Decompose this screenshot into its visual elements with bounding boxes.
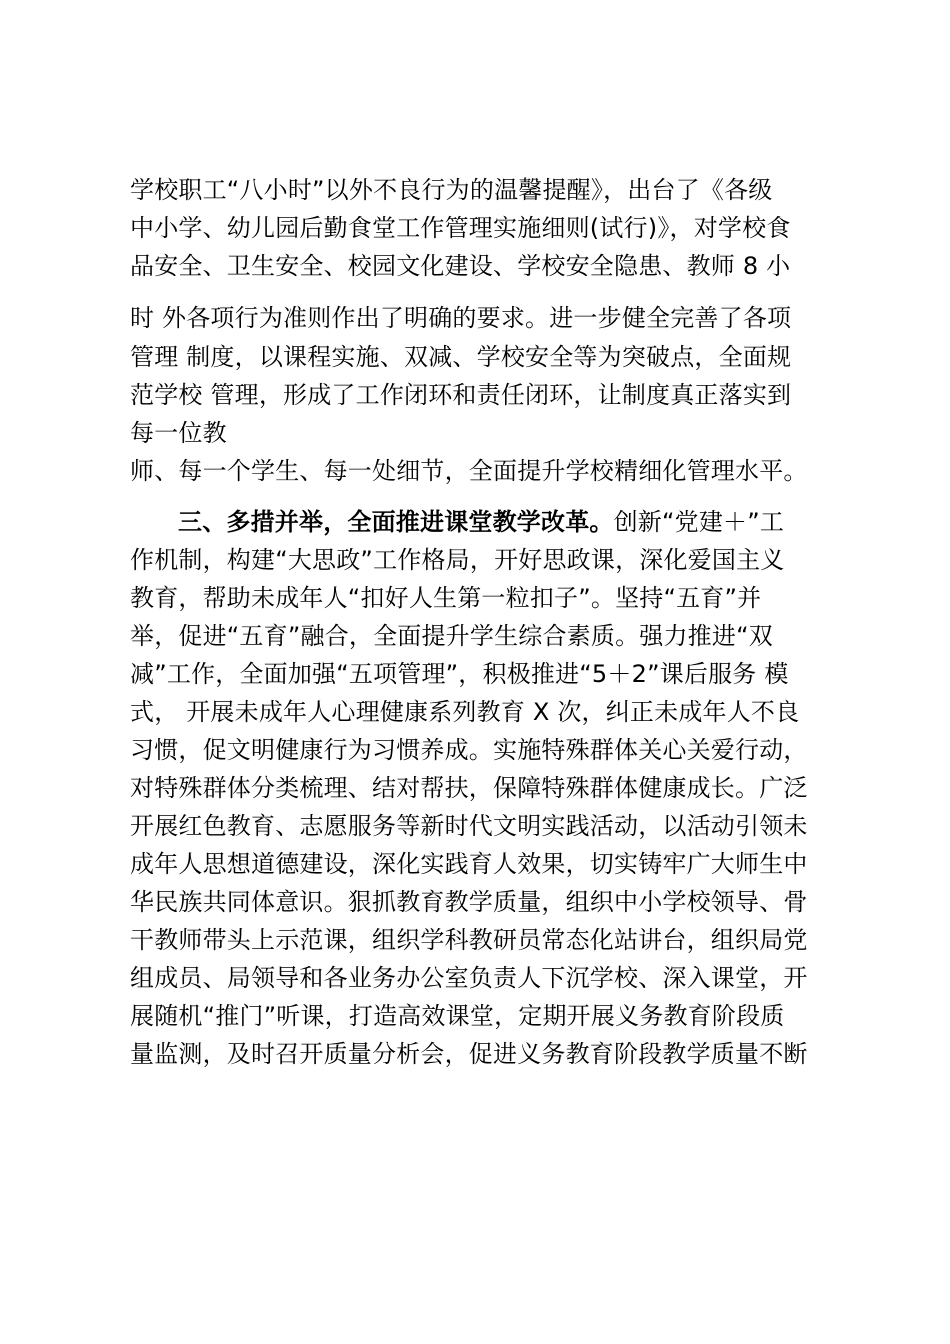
section-3-text: 创新“党建＋”工 [613,508,785,536]
text-line: 时 外各项行为准则作出了明确的要求。进一步健全完善了各项 [130,304,792,332]
text-line: 师、每一个学生、每一处细节，全面提升学校精细化管理水平。 [130,457,808,485]
section-3-first-line [178,503,784,541]
text-line: 减”工作，全面加强“五项管理”，积极推进“5＋2”课后服务 模 [130,660,789,688]
text-line: 学校职工“八小时”以外不良行为的温馨提醒》，出台了《各级 [130,176,773,204]
text-line: 组成员、局领导和各业务办公室负责人下沉学校、深入课堂，开 [130,964,808,992]
text-line: 量监测，及时召开质量分析会，促进义务教育阶段教学质量不断 [130,1040,808,1068]
text-line: 习惯，促文明健康行为习惯养成。实施特殊群体关心关爱行动， [130,736,808,764]
text-line: 干教师带头上示范课，组织学科教研员常态化站讲台，组织局党 [130,926,808,954]
text-line: 对特殊群体分类梳理、结对帮扶，保障特殊群体健康成长。广泛 [130,774,808,802]
text-line: 华民族共同体意识。狠抓教育教学质量，组织中小学校领导、骨 [130,888,808,916]
text-line: 举，促进“五育”融合，全面提升学生综合素质。强力推进“双 [130,622,773,650]
text-line: 开展红色教育、志愿服务等新时代文明实践活动，以活动引领未 [130,812,808,840]
section-3-heading: 三、多措并举，全面推进课堂教学改革。 [178,508,614,536]
text-line: 管理 制度，以课程实施、双减、学校安全等为突破点，全面规 [130,343,792,371]
text-line: 中小学、幼儿园后勤食堂工作管理实施细则(试行)》，对学校食 [130,214,791,242]
text-line: 式， 开展未成年人心理健康系列教育 X 次，纠正未成年人不良 [130,698,800,726]
text-line: 品安全、卫生安全、校园文化建设、学校安全隐患、教师 8 小 [130,252,791,280]
text-line: 展随机“推门”听课，打造高效课堂，定期开展义务教育阶段质 [130,1002,785,1030]
text-line: 作机制，构建“大思政”工作格局，开好思政课，深化爱国主义 [130,546,785,574]
text-line: 范学校 管理，形成了工作闭环和责任闭环，让制度真正落实到 [130,381,792,409]
text-line: 教育，帮助未成年人“扣好人生第一粒扣子”。坚持“五育”并 [130,584,762,612]
text-line: 每一位教 [130,419,227,447]
text-line: 成年人思想道德建设，深化实践育人效果，切实铸牢广大师生中 [130,850,808,878]
